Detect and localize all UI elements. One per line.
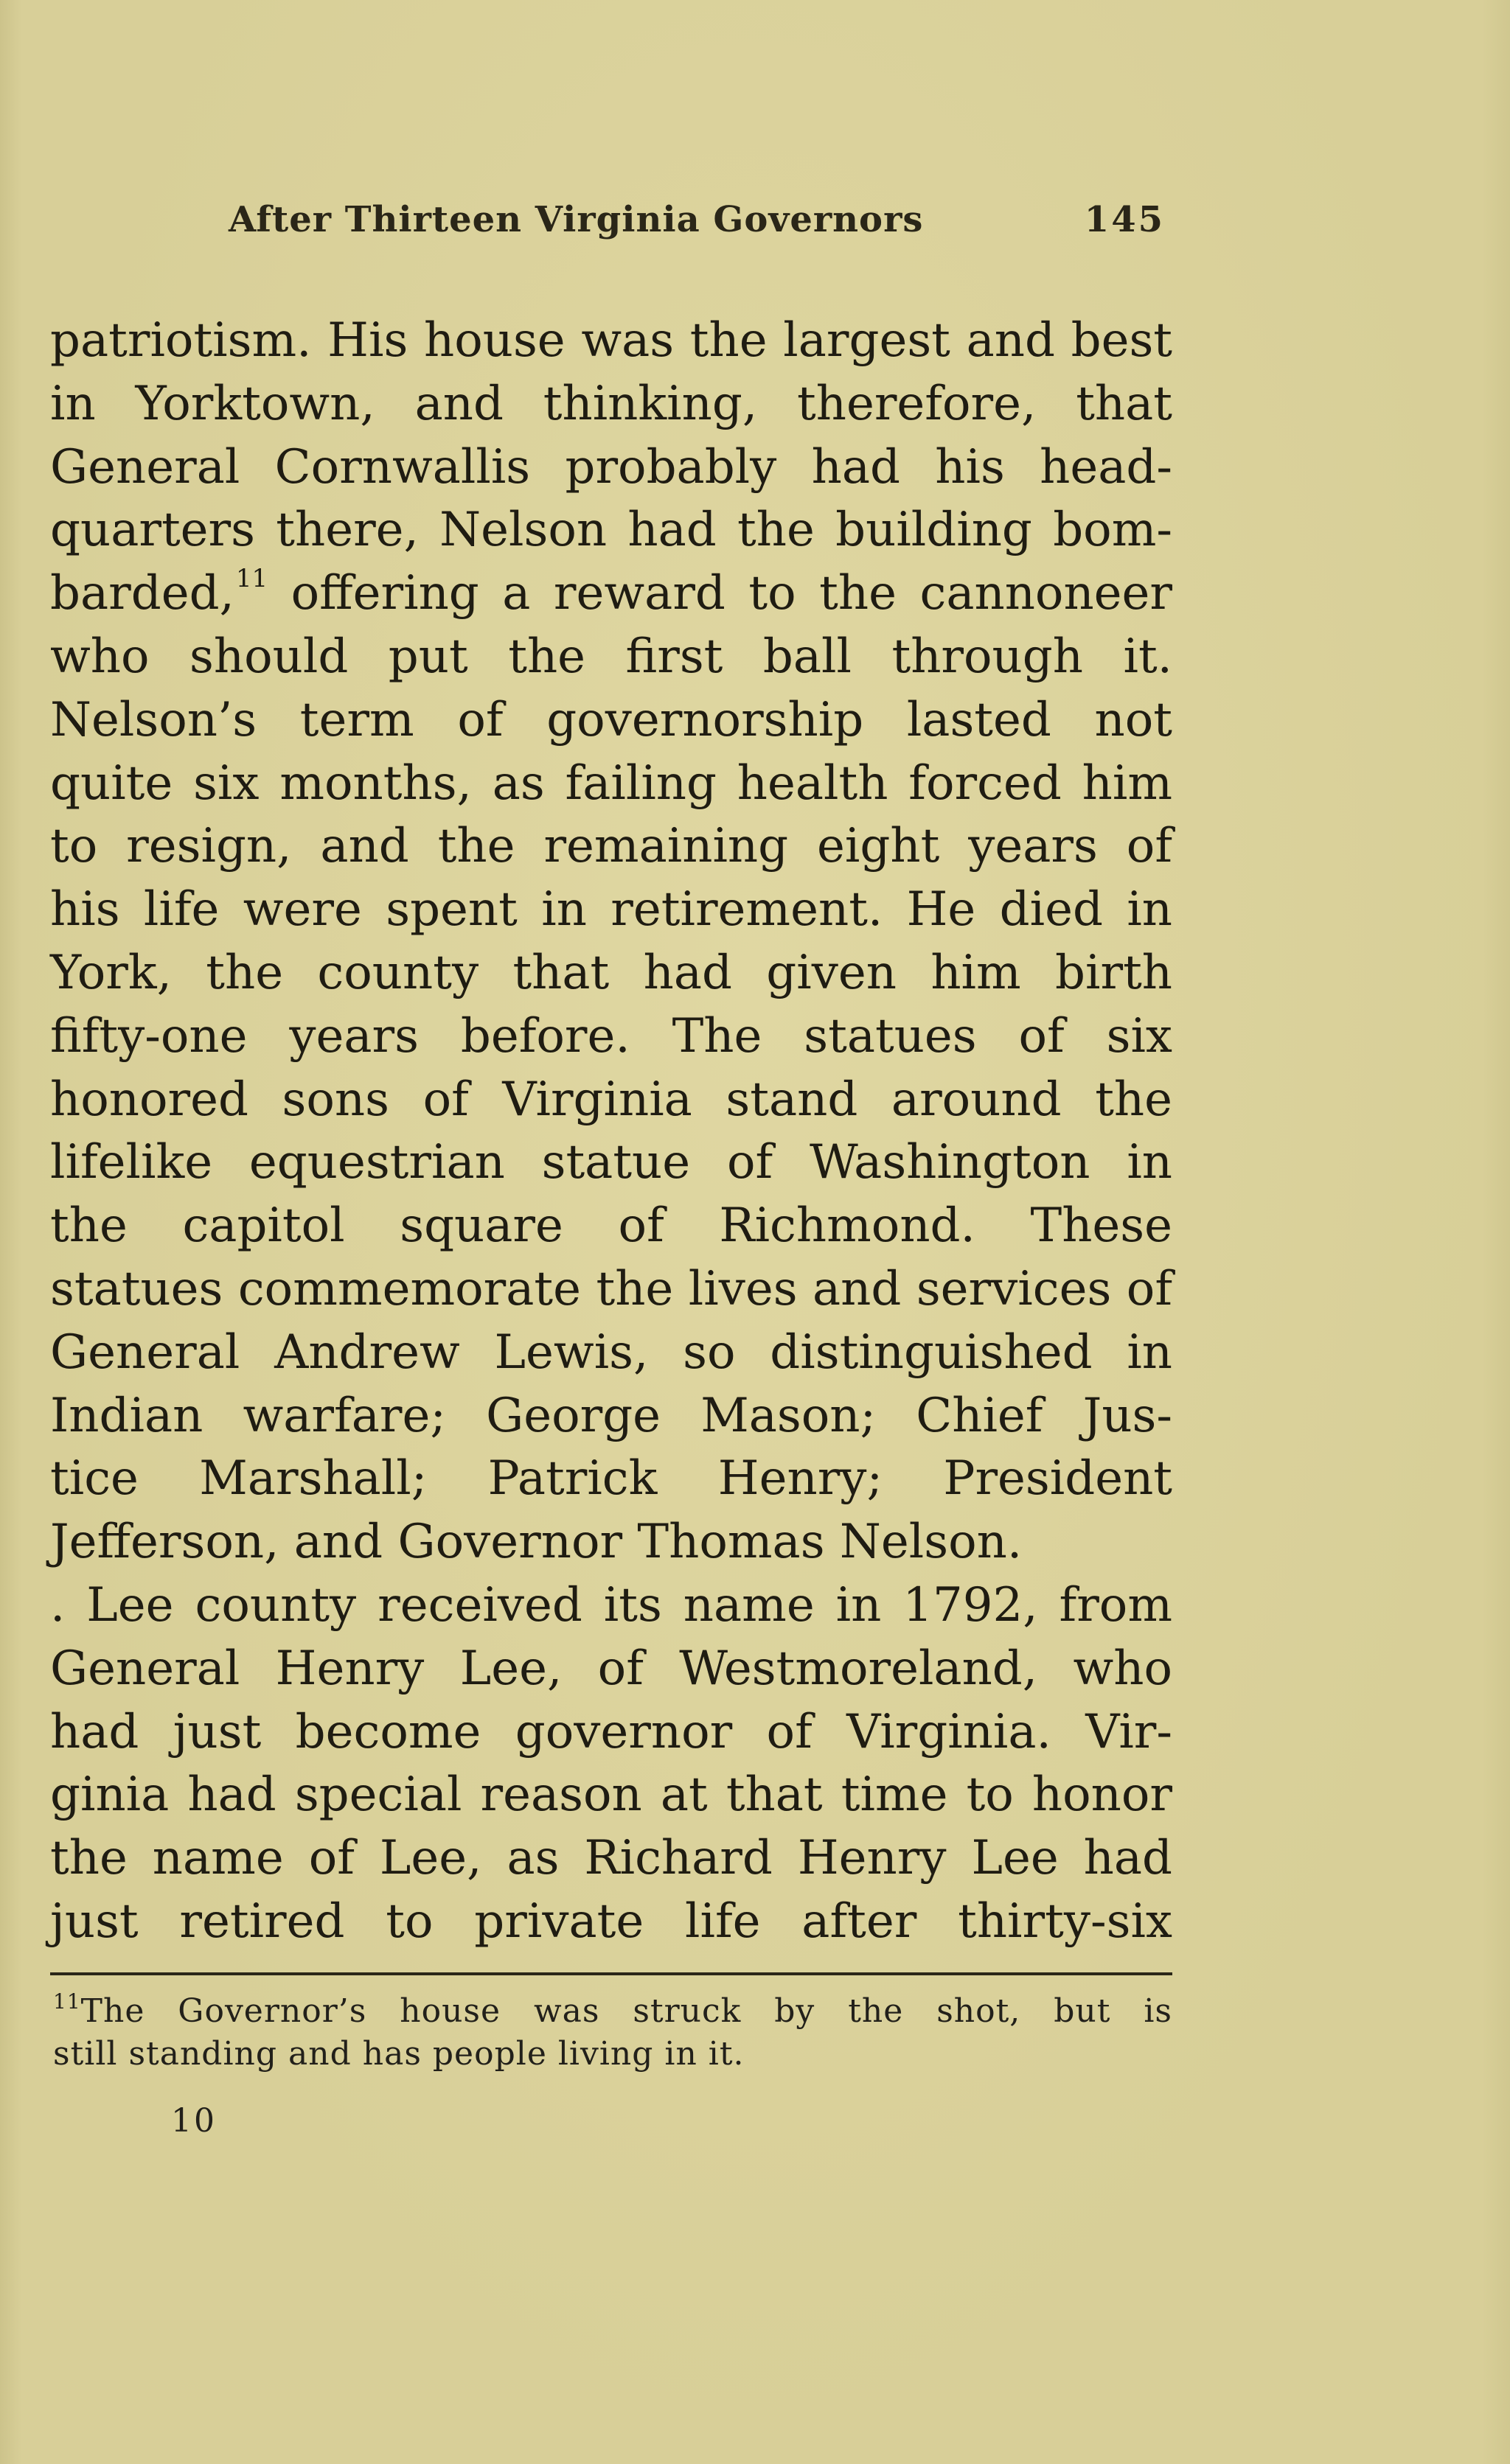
text-line: to resign, and the remaining eight years of [50,819,1172,874]
text-line: quite six months, as failing health forced him [50,755,1172,811]
text-fragment: offering a reward to the cannoneer [268,566,1172,621]
text-line: just retired to private life after thirty-six [50,1894,1172,1949]
text-line: patriotism. His house was the largest and best [50,313,1172,368]
footnote-line [53,1990,1172,2033]
text-line: his life were spent in retirement. He died in [50,882,1172,938]
text-line: the name of Lee, as Richard Henry Lee had [50,1831,1172,1886]
footnote-reference: 11 [235,564,268,594]
page-number: 145 [1084,199,1165,240]
text-line: Nelson’s term of governorship lasted not [50,692,1172,747]
text-line: General Cornwallis probably had his head- [50,439,1172,495]
footnote-line: still standing and has people living in it. [53,2035,745,2073]
footnote [53,1990,1172,2076]
text-line: tice Marshall; Patrick Henry; President [50,1451,1172,1507]
text-line: statues commemorate the lives and services of [50,1261,1172,1316]
text-line: General Henry Lee, of Westmoreland, who [50,1641,1172,1696]
text-line: who should put the first ball through it. [50,629,1172,684]
text-line: the capitol square of Richmond. These [50,1198,1172,1254]
text-line: in Yorktown, and thinking, therefore, that [50,376,1172,431]
text-line: . Lee county received its name in 1792, from [50,1577,1172,1633]
footnote-marker: 11 [53,1989,81,2014]
text-line: ginia had special reason at that time to honor [50,1767,1172,1823]
body-text [50,310,1172,1954]
text-line: quarters there, Nelson had the building bom- [50,503,1172,558]
running-title: After Thirteen Virginia Governors [229,199,924,240]
text-line: General Andrew Lewis, so distinguished in [50,1325,1172,1380]
text-line: fifty-one years before. The statues of six [50,1008,1172,1064]
text-fragment: barded, [50,566,234,621]
text-line: York, the county that had given him birth [50,945,1172,1000]
text-line: had just become governor of Virginia. Vir- [50,1704,1172,1759]
text-line-with-footnote-ref [50,562,1172,626]
footnote-rule [50,1972,1172,1975]
text-line: lifelike equestrian statue of Washington in [50,1135,1172,1190]
signature-mark: 10 [171,2102,217,2140]
footnote-text: The Governor’s house was struck by the shot, but is [80,1992,1172,2030]
running-head [229,199,1165,251]
text-line: Indian warfare; George Mason; Chief Jus- [50,1388,1172,1443]
text-line: Jefferson, and Governor Thomas Nelson. [50,1515,1023,1570]
text-line: honored sons of Virginia stand around the [50,1072,1172,1127]
